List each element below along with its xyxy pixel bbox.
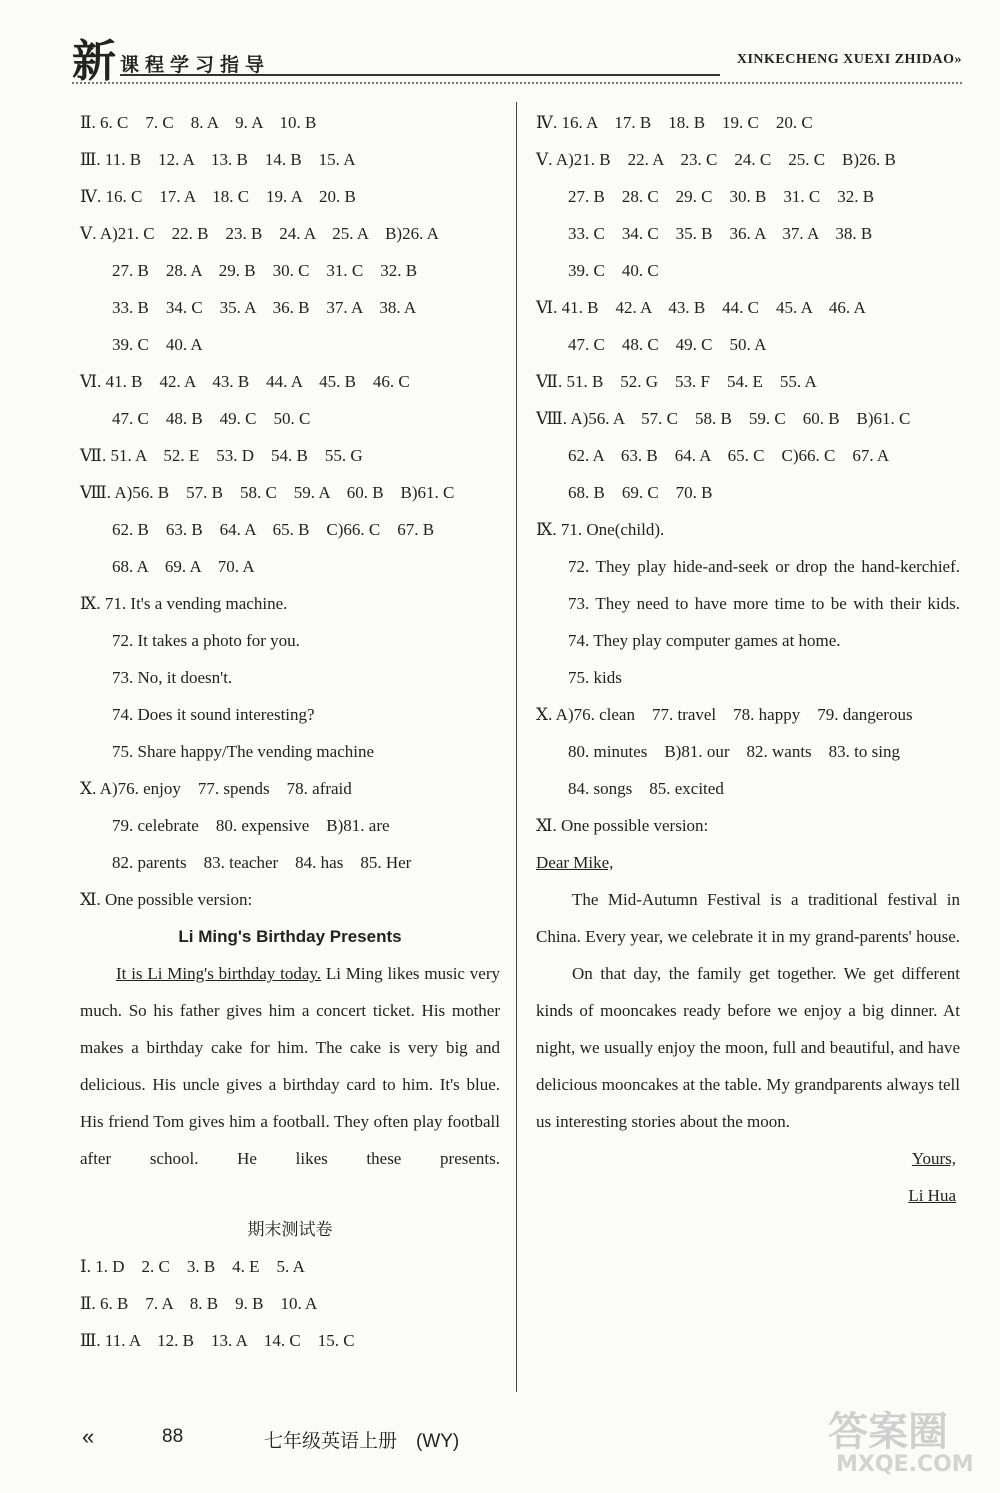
answer-line: 74. Does it sound interesting? (112, 705, 315, 724)
answer-line: Ⅺ. One possible version: (80, 890, 253, 909)
answer-line: 62. A 63. B 64. A 65. C C)66. C 67. A (568, 446, 890, 465)
answer-line: Ⅸ. 71. It's a vending machine. (80, 594, 288, 613)
answer-line: 80. minutes B)81. our 82. wants 83. to sing (568, 742, 900, 761)
answer-line: Ⅲ. 11. B 12. A 13. B 14. B 15. A (80, 150, 356, 169)
letter-paragraph-1: The Mid-Autumn Festival is a traditional festival in China. Every year, we celebrate it in my grand-parents' house. (536, 890, 960, 946)
answer-line: Ⅹ. A)76. clean 77. travel 78. happy 79. dangerous (536, 705, 913, 724)
answer-line: Ⅺ. One possible version: (536, 816, 709, 835)
exam-answer-line: Ⅱ. 6. B 7. A 8. B 9. B 10. A (80, 1294, 318, 1313)
letter-closing: Yours, (911, 1149, 956, 1168)
double-chevron-left-icon: « (82, 1424, 95, 1449)
book-title: 七年级英语上册 (WY) (264, 1431, 460, 1452)
header-title: 课程学习指导 (120, 54, 271, 76)
answer-line: Ⅴ. A)21. B 22. A 23. C 24. C 25. C B)26. B (536, 150, 896, 169)
letter-salutation: Dear Mike, (536, 853, 614, 872)
answer-line: Ⅳ. 16. C 17. A 18. C 19. A 20. B (80, 187, 356, 206)
answer-line: Ⅴ. A)21. C 22. B 23. B 24. A 25. A B)26. A (80, 224, 439, 243)
answer-line: 33. C 34. C 35. B 36. A 37. A 38. B (568, 224, 873, 243)
header-dotted-rule (72, 82, 962, 84)
answer-line: 33. B 34. C 35. A 36. B 37. A 38. A (112, 298, 417, 317)
answer-73: 73. They need to have more time to be with their kids. (568, 594, 960, 613)
answer-line: Ⅵ. 41. B 42. A 43. B 44. A 45. B 46. C (80, 372, 410, 391)
answer-line: Ⅷ. A)56. B 57. B 58. C 59. A 60. B B)61. C (80, 483, 455, 502)
answer-line: 79. celebrate 80. expensive B)81. are (112, 816, 390, 835)
exam-title: 期末测试卷 (247, 1220, 333, 1239)
essay-title: Li Ming's Birthday Presents (178, 927, 402, 946)
answer-line: 47. C 48. C 49. C 50. A (568, 335, 767, 354)
answer-74: 74. They play computer games at home. (568, 631, 841, 650)
answer-line: Ⅳ. 16. A 17. B 18. B 19. C 20. C (536, 113, 813, 132)
page-number: 88 (162, 1426, 184, 1447)
essay-text: Li Ming likes music very much. So his father gives him a concert ticket. His mother makes a birthday cake for him. The cake is very big and delicious. His uncle gives a birthday card to him. It's blue. His friend Tom gives him a football. They often play football after school. He likes these presents. (80, 964, 501, 1168)
answer-line: Ⅱ. 6. C 7. C 8. A 9. A 10. B (80, 113, 317, 132)
answer-line: Ⅸ. 71. One(child). (536, 520, 665, 539)
answer-line: 62. B 63. B 64. A 65. B C)66. C 67. B (112, 520, 435, 539)
exam-answer-line: Ⅰ. 1. D 2. C 3. B 4. E 5. A (80, 1257, 305, 1276)
answer-line: Ⅵ. 41. B 42. A 43. B 44. C 45. A 46. A (536, 298, 866, 317)
header-right-text (737, 52, 962, 68)
left-column (80, 104, 500, 1359)
essay-underlined-sentence: It is Li Ming's birthday today. (116, 964, 322, 983)
answer-line: 84. songs 85. excited (568, 779, 724, 798)
answer-75: 75. kids (568, 668, 622, 687)
header-logo-char: 新 (72, 36, 116, 87)
watermark-logo: 答案圈 (828, 1409, 948, 1455)
essay-body (80, 955, 500, 1177)
answer-line: 73. No, it doesn't. (112, 668, 233, 687)
letter-paragraph-2: On that day, the family get together. We get different kinds of mooncakes ready before we enjoy a big dinner. At night, we usually enjoy the moon, full and beautiful, and have delicious mooncakes at the table. My grandparents always tell us interesting stories about the moon. (536, 964, 960, 1131)
watermark-url: MXQE.COM (836, 1452, 974, 1477)
answer-line: 27. B 28. C 29. C 30. B 31. C 32. B (568, 187, 875, 206)
exam-answer-line: Ⅲ. 11. A 12. B 13. A 14. C 15. C (80, 1331, 355, 1350)
answer-line: 68. B 69. C 70. B (568, 483, 713, 502)
page-header (72, 38, 962, 88)
answer-line: 82. parents 83. teacher 84. has 85. Her (112, 853, 412, 872)
answer-72: 72. They play hide-and-seek or drop the hand-kerchief. (568, 557, 960, 576)
answer-line: 27. B 28. A 29. B 30. C 31. C 32. B (112, 261, 418, 280)
answer-line: 39. C 40. C (568, 261, 659, 280)
right-column (536, 104, 960, 1214)
double-chevron-right-icon: » (954, 52, 962, 67)
answer-line: Ⅶ. 51. B 52. G 53. F 54. E 55. A (536, 372, 817, 391)
answer-line: Ⅶ. 51. A 52. E 53. D 54. B 55. G (80, 446, 363, 465)
letter-signature: Li Hua (908, 1186, 956, 1205)
header-pinyin: XINKECHENG XUEXI ZHIDAO (736, 52, 955, 67)
header-rule (120, 74, 720, 76)
answer-line: 72. It takes a photo for you. (112, 631, 300, 650)
answer-line: 68. A 69. A 70. A (112, 557, 255, 576)
answer-line: 47. C 48. B 49. C 50. C (112, 409, 311, 428)
column-divider (516, 102, 517, 1392)
answer-line: Ⅷ. A)56. A 57. C 58. B 59. C 60. B B)61. C (536, 409, 911, 428)
answer-line: 39. C 40. A (112, 335, 203, 354)
answer-line: 75. Share happy/The vending machine (112, 742, 375, 761)
answer-line: Ⅹ. A)76. enjoy 77. spends 78. afraid (80, 779, 352, 798)
